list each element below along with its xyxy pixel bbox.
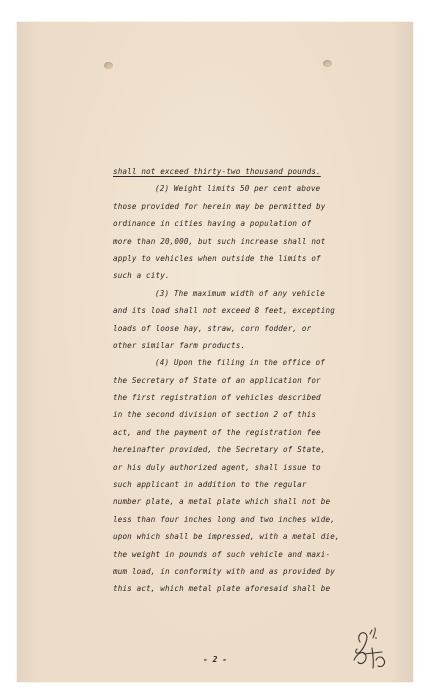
text-line: more than 20,000, but such increase shall not bbox=[113, 236, 326, 246]
text-line: such a city. bbox=[113, 271, 170, 281]
text-line: upon which shall be impressed, with a metal die, bbox=[113, 532, 340, 542]
text-line: less than four inches long and two inches wide, bbox=[113, 514, 335, 524]
text-line: (2) Weight limits 50 per cent above bbox=[155, 184, 321, 194]
typed-text-block bbox=[113, 163, 373, 598]
text-line: this act, which metal plate aforesaid shall be bbox=[113, 584, 331, 594]
text-line: the Secretary of State of an application for bbox=[113, 375, 321, 385]
punch-hole-right bbox=[323, 60, 332, 67]
text-line: mum load, in conformity with and as provided by bbox=[113, 566, 335, 576]
text-line: act, and the payment of the registration fee bbox=[113, 427, 321, 437]
punch-hole-left bbox=[104, 62, 113, 69]
text-line: in the second division of section 2 of this bbox=[113, 410, 317, 420]
text-line: the first registration of vehicles described bbox=[113, 393, 321, 403]
text-line: such applicant in addition to the regular bbox=[113, 480, 307, 490]
text-line: those provided for herein may be permitted by bbox=[113, 201, 326, 211]
text-line: (4) Upon the filing in the office of bbox=[155, 358, 325, 368]
text-line: hereinafter provided, the Secretary of State, bbox=[113, 445, 326, 455]
text-line: and its load shall not exceed 8 feet, excepting bbox=[113, 306, 335, 316]
text-line: or his duly authorized agent, shall issue to bbox=[113, 462, 321, 472]
page-number: - 2 - bbox=[202, 655, 228, 664]
text-line: the weight in pounds of such vehicle and maxi- bbox=[113, 549, 331, 559]
document-page bbox=[17, 22, 413, 682]
text-line: shall not exceed thirty-two thousand pounds. bbox=[113, 167, 321, 176]
text-line: apply to vehicles when outside the limits of bbox=[113, 253, 321, 263]
text-line: other similar farm products. bbox=[113, 340, 246, 350]
text-line: ordinance in cities having a population of bbox=[113, 219, 312, 229]
text-line: loads of loose hay, straw, corn fodder, or bbox=[113, 323, 312, 333]
text-line: (3) The maximum width of any vehicle bbox=[155, 288, 325, 298]
text-line: number plate, a metal plate which shall not be bbox=[113, 497, 331, 507]
